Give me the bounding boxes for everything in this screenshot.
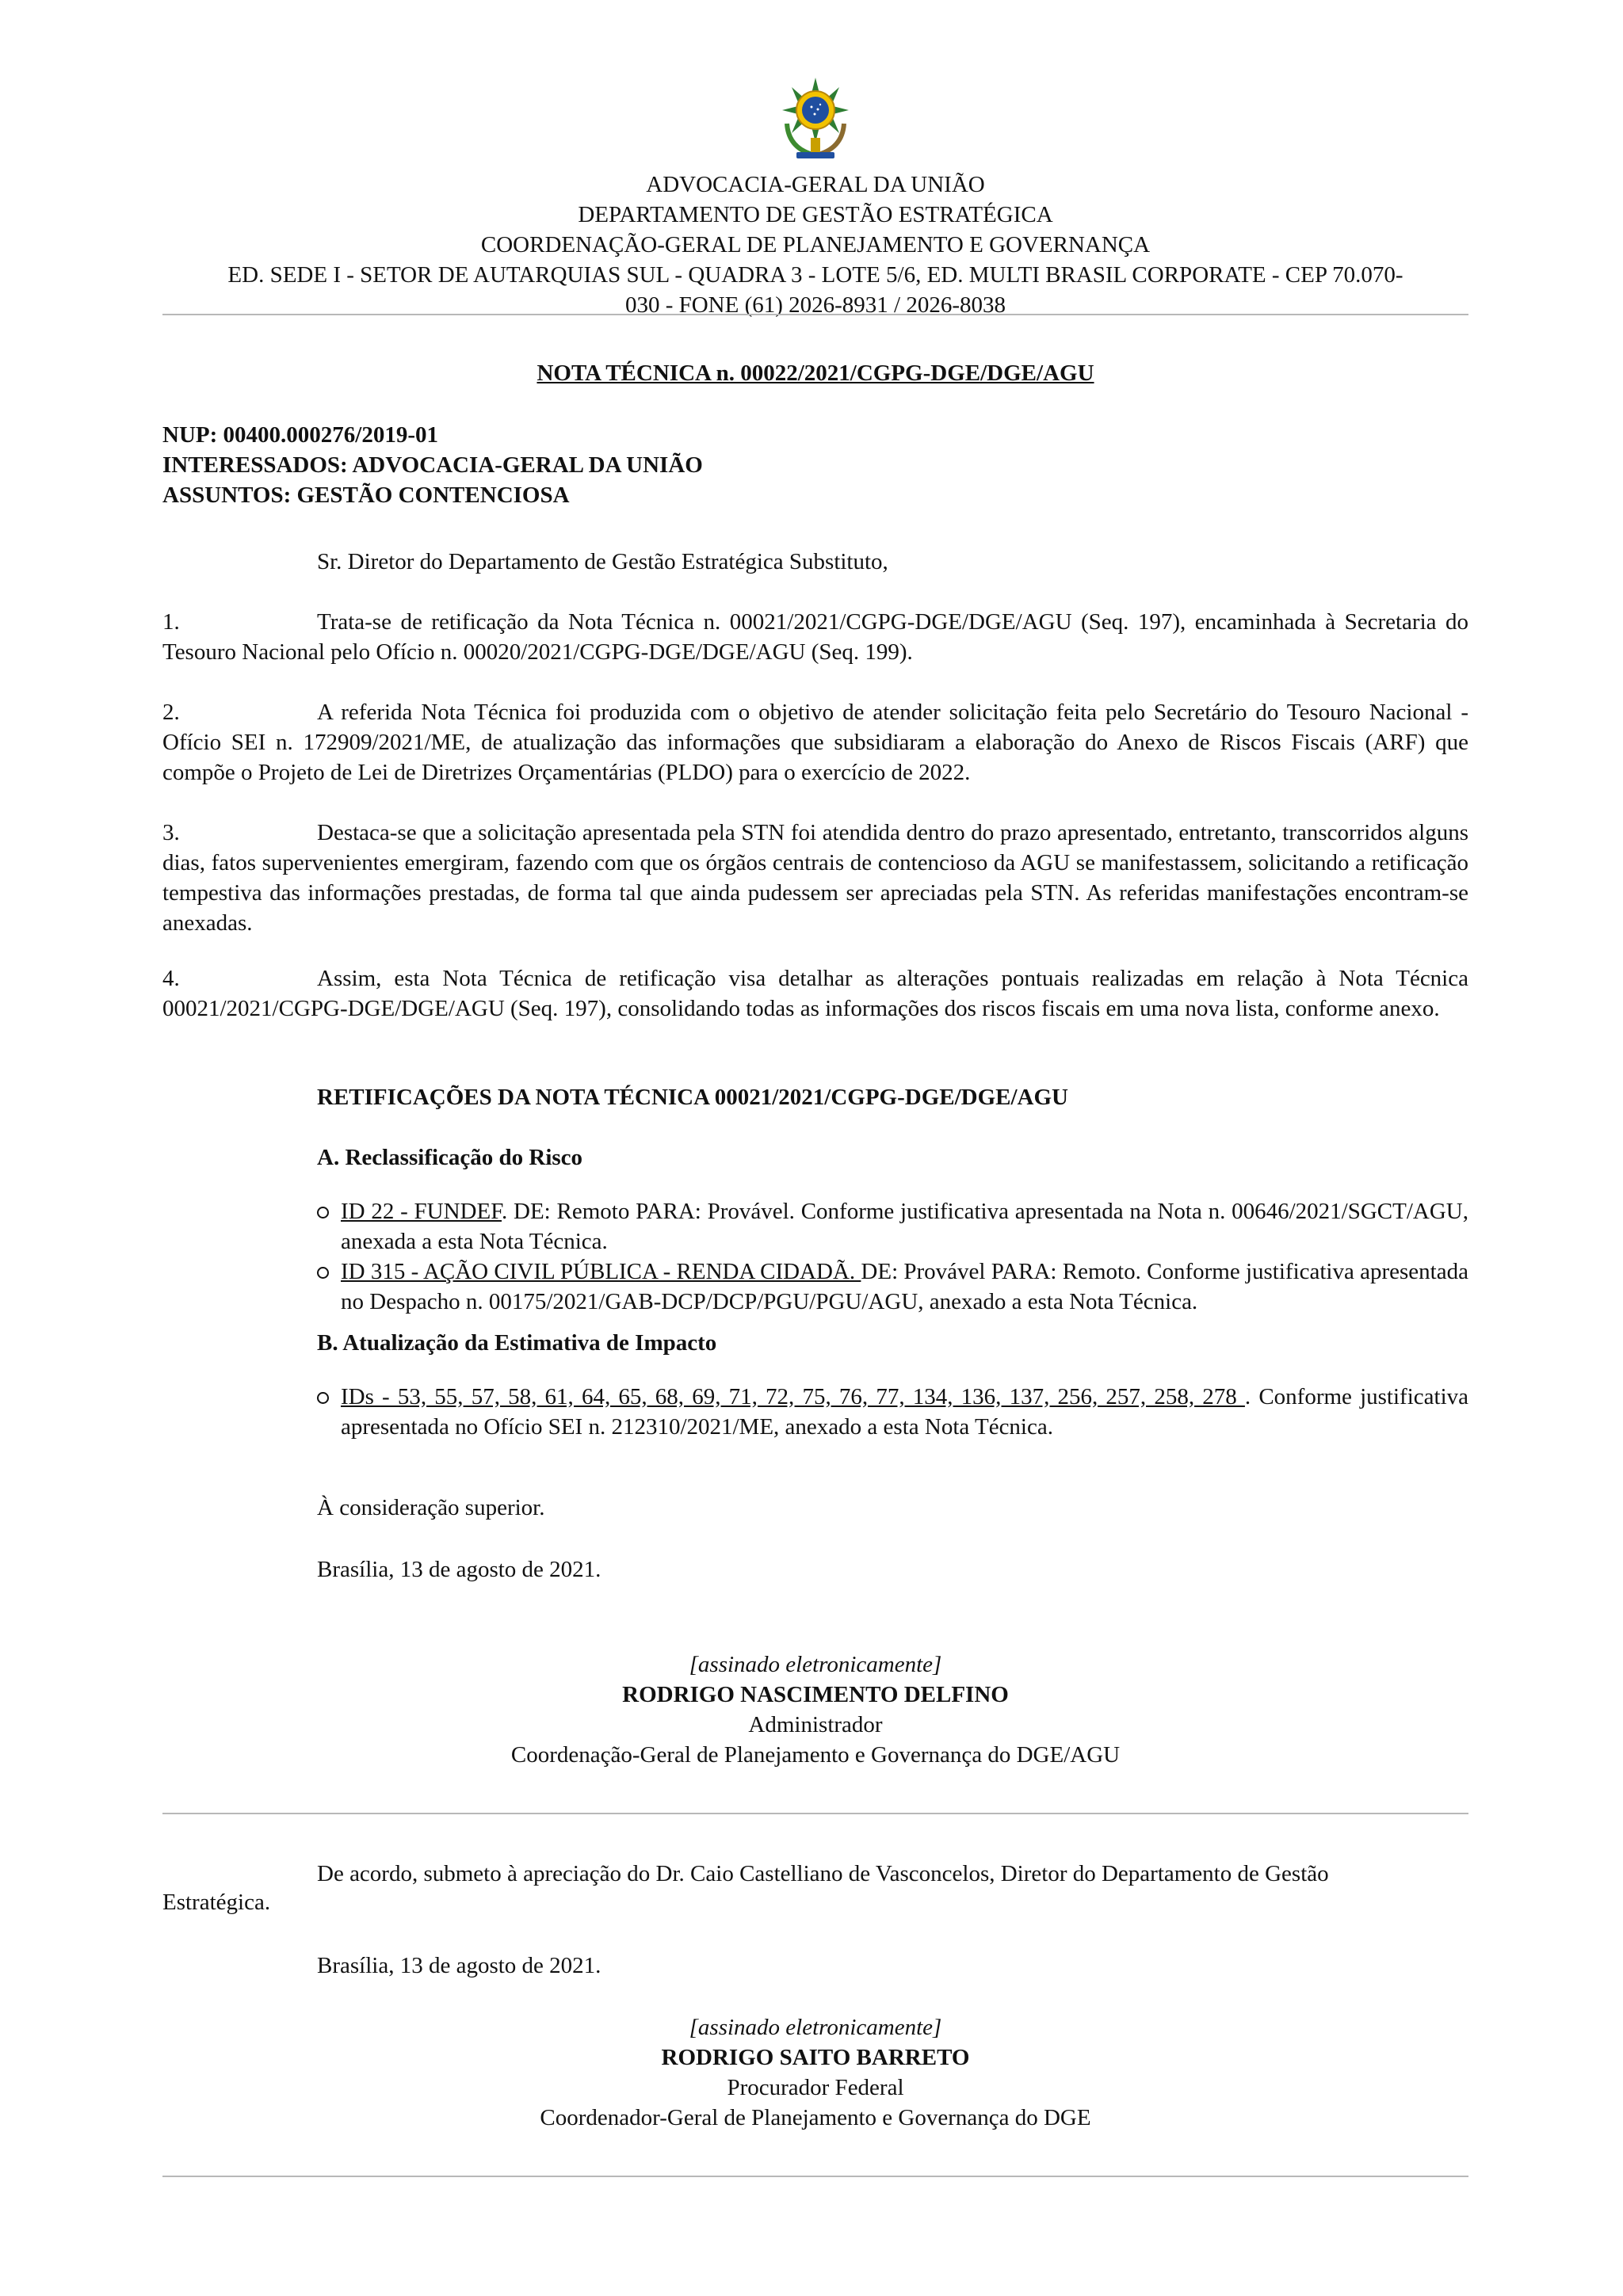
despacho-text-1: De acordo, submeto à apreciação do Dr. Caio Castelliano de Vasconcelos, Diretor do Departamento de Gestão	[317, 1861, 1329, 1886]
nup: NUP: 00400.000276/2019-01	[162, 422, 438, 448]
assuntos: ASSUNTOS: GESTÃO CONTENCIOSA	[162, 482, 570, 508]
paragraph-number: 2.	[162, 700, 180, 725]
list-item-text: . Conforme justificativa apresentada no Ofício SEI n. 212310/2021/ME, anexado a esta Nota Técnica.	[341, 1384, 1468, 1440]
paragraph-text: Assim, esta Nota Técnica de retificação visa detalhar as alterações pontuais realizadas em relação à Nota Técnica 00021/2021/CGPG-DGE/DGE/AGU (Seq. 197), consolidando todas as informações dos riscos fiscais em uma nova lista, conforme anexo.	[162, 966, 1468, 1021]
document-meta	[162, 420, 703, 510]
paragraph-number: 1.	[162, 609, 180, 635]
section-b-title: B. Atualização da Estimativa de Impacto	[317, 1330, 717, 1356]
brazil-coat-of-arms-icon	[774, 76, 857, 162]
letterhead	[162, 76, 1468, 320]
paragraph-4	[162, 963, 1468, 1024]
address-line-2: 030 - FONE (61) 2026-8931 / 2026-8038	[624, 292, 1006, 318]
signature-block-1	[162, 1650, 1468, 1770]
signature-note: [assinado eletronicamente]	[689, 2015, 942, 2040]
retificacoes-title: RETIFICAÇÕES DA NOTA TÉCNICA 00021/2021/CGPG-DGE/DGE/AGU	[317, 1085, 1068, 1110]
risk-ids-link[interactable]: IDs - 53, 55, 57, 58, 61, 64, 65, 68, 69, 71, 72, 75, 76, 77, 134, 136, 137, 256, 257, 258, 278	[341, 1384, 1245, 1409]
circle-bullet-icon	[317, 1267, 329, 1279]
despacho-line-2: Estratégica.	[162, 1890, 271, 1915]
paragraph-text: Destaca-se que a solicitação apresentada pela STN foi atendida dentro do prazo apresentado, entretanto, transcorridos alguns dias, fatos supervenientes emergiram, fazendo com que os órgãos centrais de contencioso da AGU se manifestassem, solicitando a retificação tempestiva das informações prestadas, de forma tal que ainda pudessem ser apreciadas pela STN. As referidas manifestações encontram-se anexadas.	[162, 820, 1468, 936]
paragraph-3	[162, 818, 1468, 938]
paragraph-number: 3.	[162, 820, 180, 845]
interessados: INTERESSADOS: ADVOCACIA-GERAL DA UNIÃO	[162, 452, 703, 478]
footer-divider	[162, 2176, 1468, 2177]
section-a-list	[317, 1196, 1468, 1317]
paragraph-text: A referida Nota Técnica foi produzida com o objetivo de atender solicitação feita pelo Secretário do Tesouro Nacional - Ofício SEI n. 172909/2021/ME, de atualização das informações que subsidiaram a elaboração do Anexo de Riscos Fiscais (ARF) que compõe o Projeto de Lei de Diretrizes Orçamentárias (PLDO) para o exercício de 2022.	[162, 700, 1468, 785]
signer-name: RODRIGO NASCIMENTO DELFINO	[622, 1682, 1009, 1707]
paragraph-number: 4.	[162, 966, 180, 991]
paragraph-2	[162, 697, 1468, 788]
salutation: Sr. Diretor do Departamento de Gestão Estratégica Substituto,	[317, 549, 888, 574]
signature-block-2	[162, 2012, 1468, 2133]
paragraph-1	[162, 607, 1468, 667]
list-item	[317, 1196, 1468, 1257]
risk-id-link[interactable]: ID 22 - FUNDEF	[341, 1199, 502, 1224]
coordination-name: COORDENAÇÃO-GERAL DE PLANEJAMENTO E GOVERNANÇA	[480, 232, 1151, 257]
address-line-1: ED. SEDE I - SETOR DE AUTARQUIAS SUL - QUADRA 3 - LOTE 5/6, ED. MULTI BRASIL CORPORATE - CEP 70.070-	[227, 262, 1403, 288]
circle-bullet-icon	[317, 1392, 329, 1404]
document-title-text: NOTA TÉCNICA n. 00022/2021/CGPG-DGE/DGE/AGU	[537, 360, 1094, 386]
list-item-text: . DE: Remoto PARA: Provável. Conforme justificativa apresentada na Nota n. 00646/2021/SGCT/AGU, anexada a esta Nota Técnica.	[341, 1199, 1468, 1254]
paragraph-text: Trata-se de retificação da Nota Técnica n. 00021/2021/CGPG-DGE/DGE/AGU (Seq. 197), encaminhada à Secretaria do Tesouro Nacional pelo Ofício n. 00020/2021/CGPG-DGE/DGE/AGU (Seq. 199).	[162, 609, 1468, 665]
list-item	[317, 1257, 1468, 1317]
circle-bullet-icon	[317, 1207, 329, 1219]
org-name: ADVOCACIA-GERAL DA UNIÃO	[646, 172, 985, 197]
signer-unit: Coordenador-Geral de Planejamento e Governança do DGE	[540, 2105, 1091, 2130]
signature-note: [assinado eletronicamente]	[689, 1652, 942, 1677]
date-1: Brasília, 13 de agosto de 2021.	[317, 1557, 601, 1582]
despacho-line-1	[317, 1859, 1468, 1889]
list-item	[317, 1382, 1468, 1442]
section-divider	[162, 1813, 1468, 1814]
header-divider	[162, 314, 1468, 315]
closing: À consideração superior.	[317, 1495, 545, 1520]
signer-role: Administrador	[748, 1712, 883, 1737]
date-2: Brasília, 13 de agosto de 2021.	[317, 1953, 601, 1978]
signer-role: Procurador Federal	[727, 2075, 904, 2100]
section-b-list	[317, 1382, 1468, 1442]
signer-unit: Coordenação-Geral de Planejamento e Governança do DGE/AGU	[510, 1742, 1121, 1768]
section-a-title: A. Reclassificação do Risco	[317, 1145, 583, 1170]
signer-name: RODRIGO SAITO BARRETO	[661, 2045, 970, 2070]
risk-id-link[interactable]: ID 315 - AÇÃO CIVIL PÚBLICA - RENDA CIDADÃ.	[341, 1259, 861, 1284]
department-name: DEPARTAMENTO DE GESTÃO ESTRATÉGICA	[578, 202, 1053, 227]
document-title	[162, 358, 1468, 388]
list-item-text: DE: Provável PARA: Remoto. Conforme justificativa apresentada no Despacho n. 00175/2021/GAB-DCP/DCP/PGU/PGU/AGU, anexado a esta Nota Técnica.	[341, 1259, 1468, 1314]
